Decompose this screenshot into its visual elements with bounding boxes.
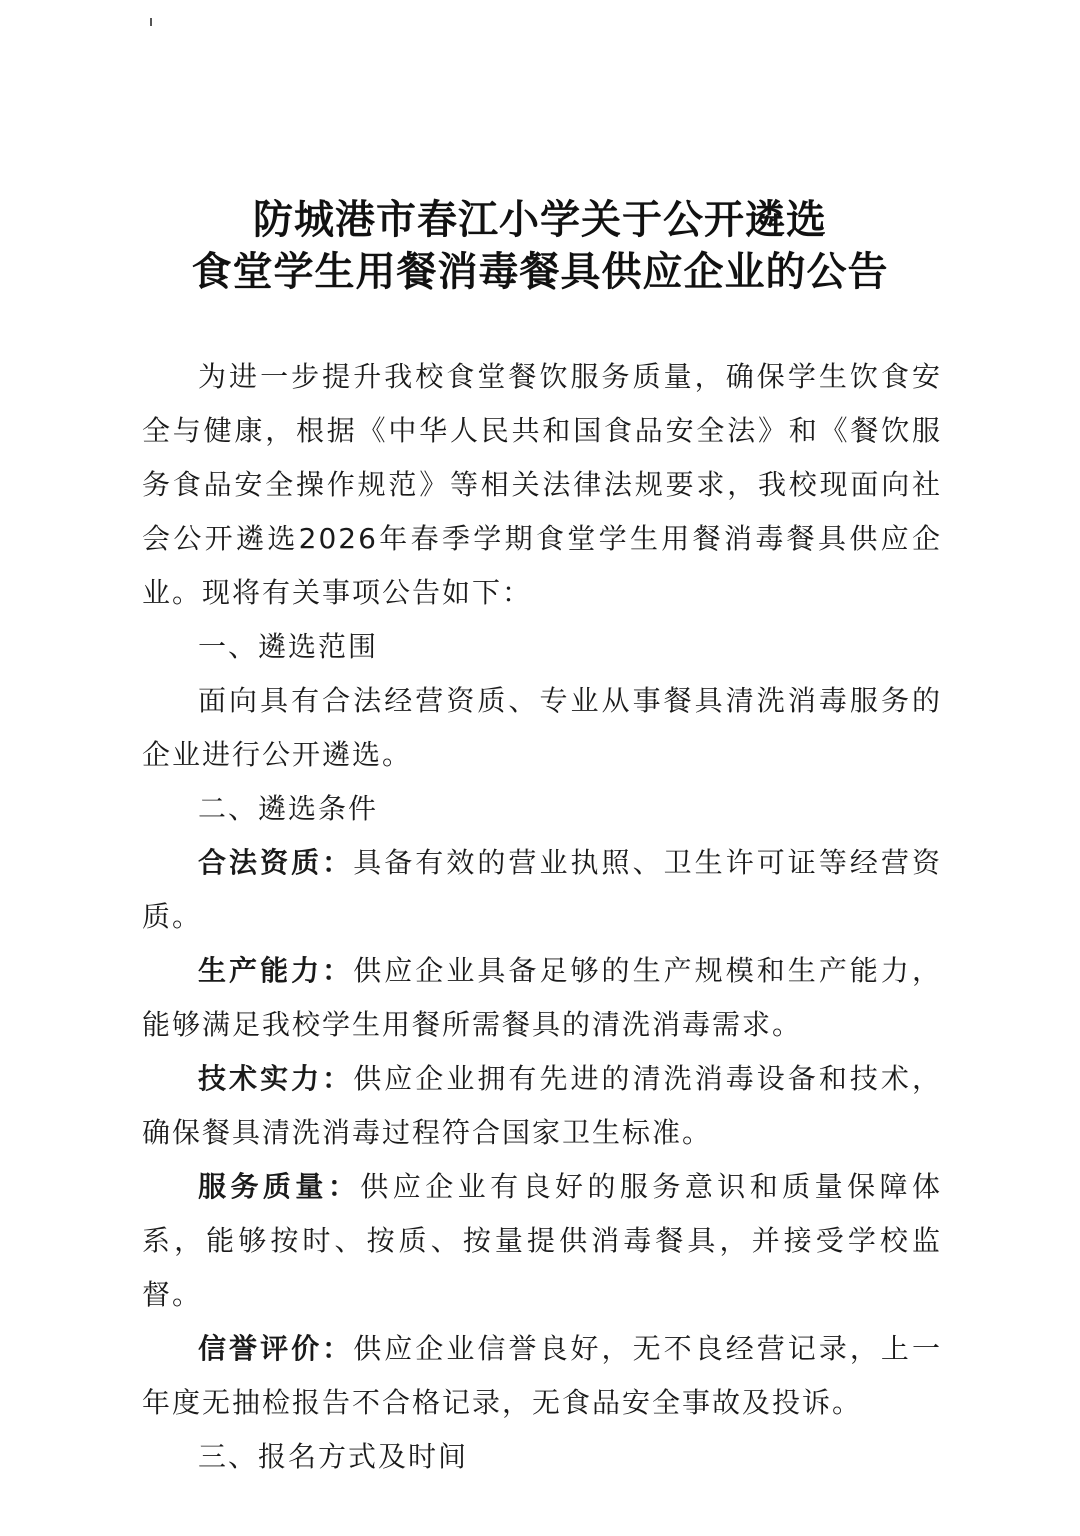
- condition-lead: 合法资质：: [198, 846, 354, 879]
- condition-lead: 技术实力：: [198, 1062, 354, 1095]
- condition-text: 具备有效的营业执照、卫生许可证等经营资质。: [142, 846, 942, 933]
- scope-paragraph: 面向具有合法经营资质、专业从事餐具清洗消毒服务的企业进行公开遴选。: [142, 684, 942, 771]
- condition-text: 供应企业具备足够的生产规模和生产能力，能够满足我校学生用餐所需餐具的清洗消毒需求。: [142, 954, 942, 1041]
- condition-item-capacity: [142, 944, 942, 1052]
- document-title-line-2: 食堂学生用餐消毒餐具供应企业的公告: [191, 248, 889, 295]
- condition-lead: 服务质量：: [198, 1170, 361, 1203]
- condition-item-service: [142, 1160, 942, 1322]
- intro-paragraph: 为进一步提升我校食堂餐饮服务质量，确保学生饮食安全与健康，根据《中华人民共和国食品安全法》和《餐饮服务食品安全操作规范》等相关法律法规要求，我校现面向社会公开遴选2026年春季学期食堂学生用餐消毒餐具供应企业。现将有关事项公告如下：: [142, 360, 942, 609]
- condition-text: 供应企业信誉良好，无不良经营记录，上一年度无抽检报告不合格记录，无食品安全事故及投诉。: [142, 1332, 942, 1419]
- section-heading-conditions: 二、遴选条件: [198, 792, 379, 825]
- document-title-line-1: 防城港市春江小学关于公开遴选: [253, 196, 827, 243]
- condition-item-technology: [142, 1052, 942, 1160]
- condition-lead: 生产能力：: [198, 954, 354, 987]
- section-heading-registration: 三、报名方式及时间: [198, 1440, 469, 1473]
- scan-mark: [150, 18, 152, 26]
- condition-item-reputation: [142, 1322, 942, 1430]
- condition-item-qualification: [142, 836, 942, 944]
- document-body: [142, 350, 942, 1484]
- condition-text: 供应企业有良好的服务意识和质量保障体系，能够按时、按质、按量提供消毒餐具，并接受学校监督。: [142, 1170, 942, 1311]
- section-heading-scope: 一、遴选范围: [198, 630, 379, 663]
- condition-text: 供应企业拥有先进的清洗消毒设备和技术，确保餐具清洗消毒过程符合国家卫生标准。: [142, 1062, 942, 1149]
- condition-lead: 信誉评价：: [198, 1332, 354, 1365]
